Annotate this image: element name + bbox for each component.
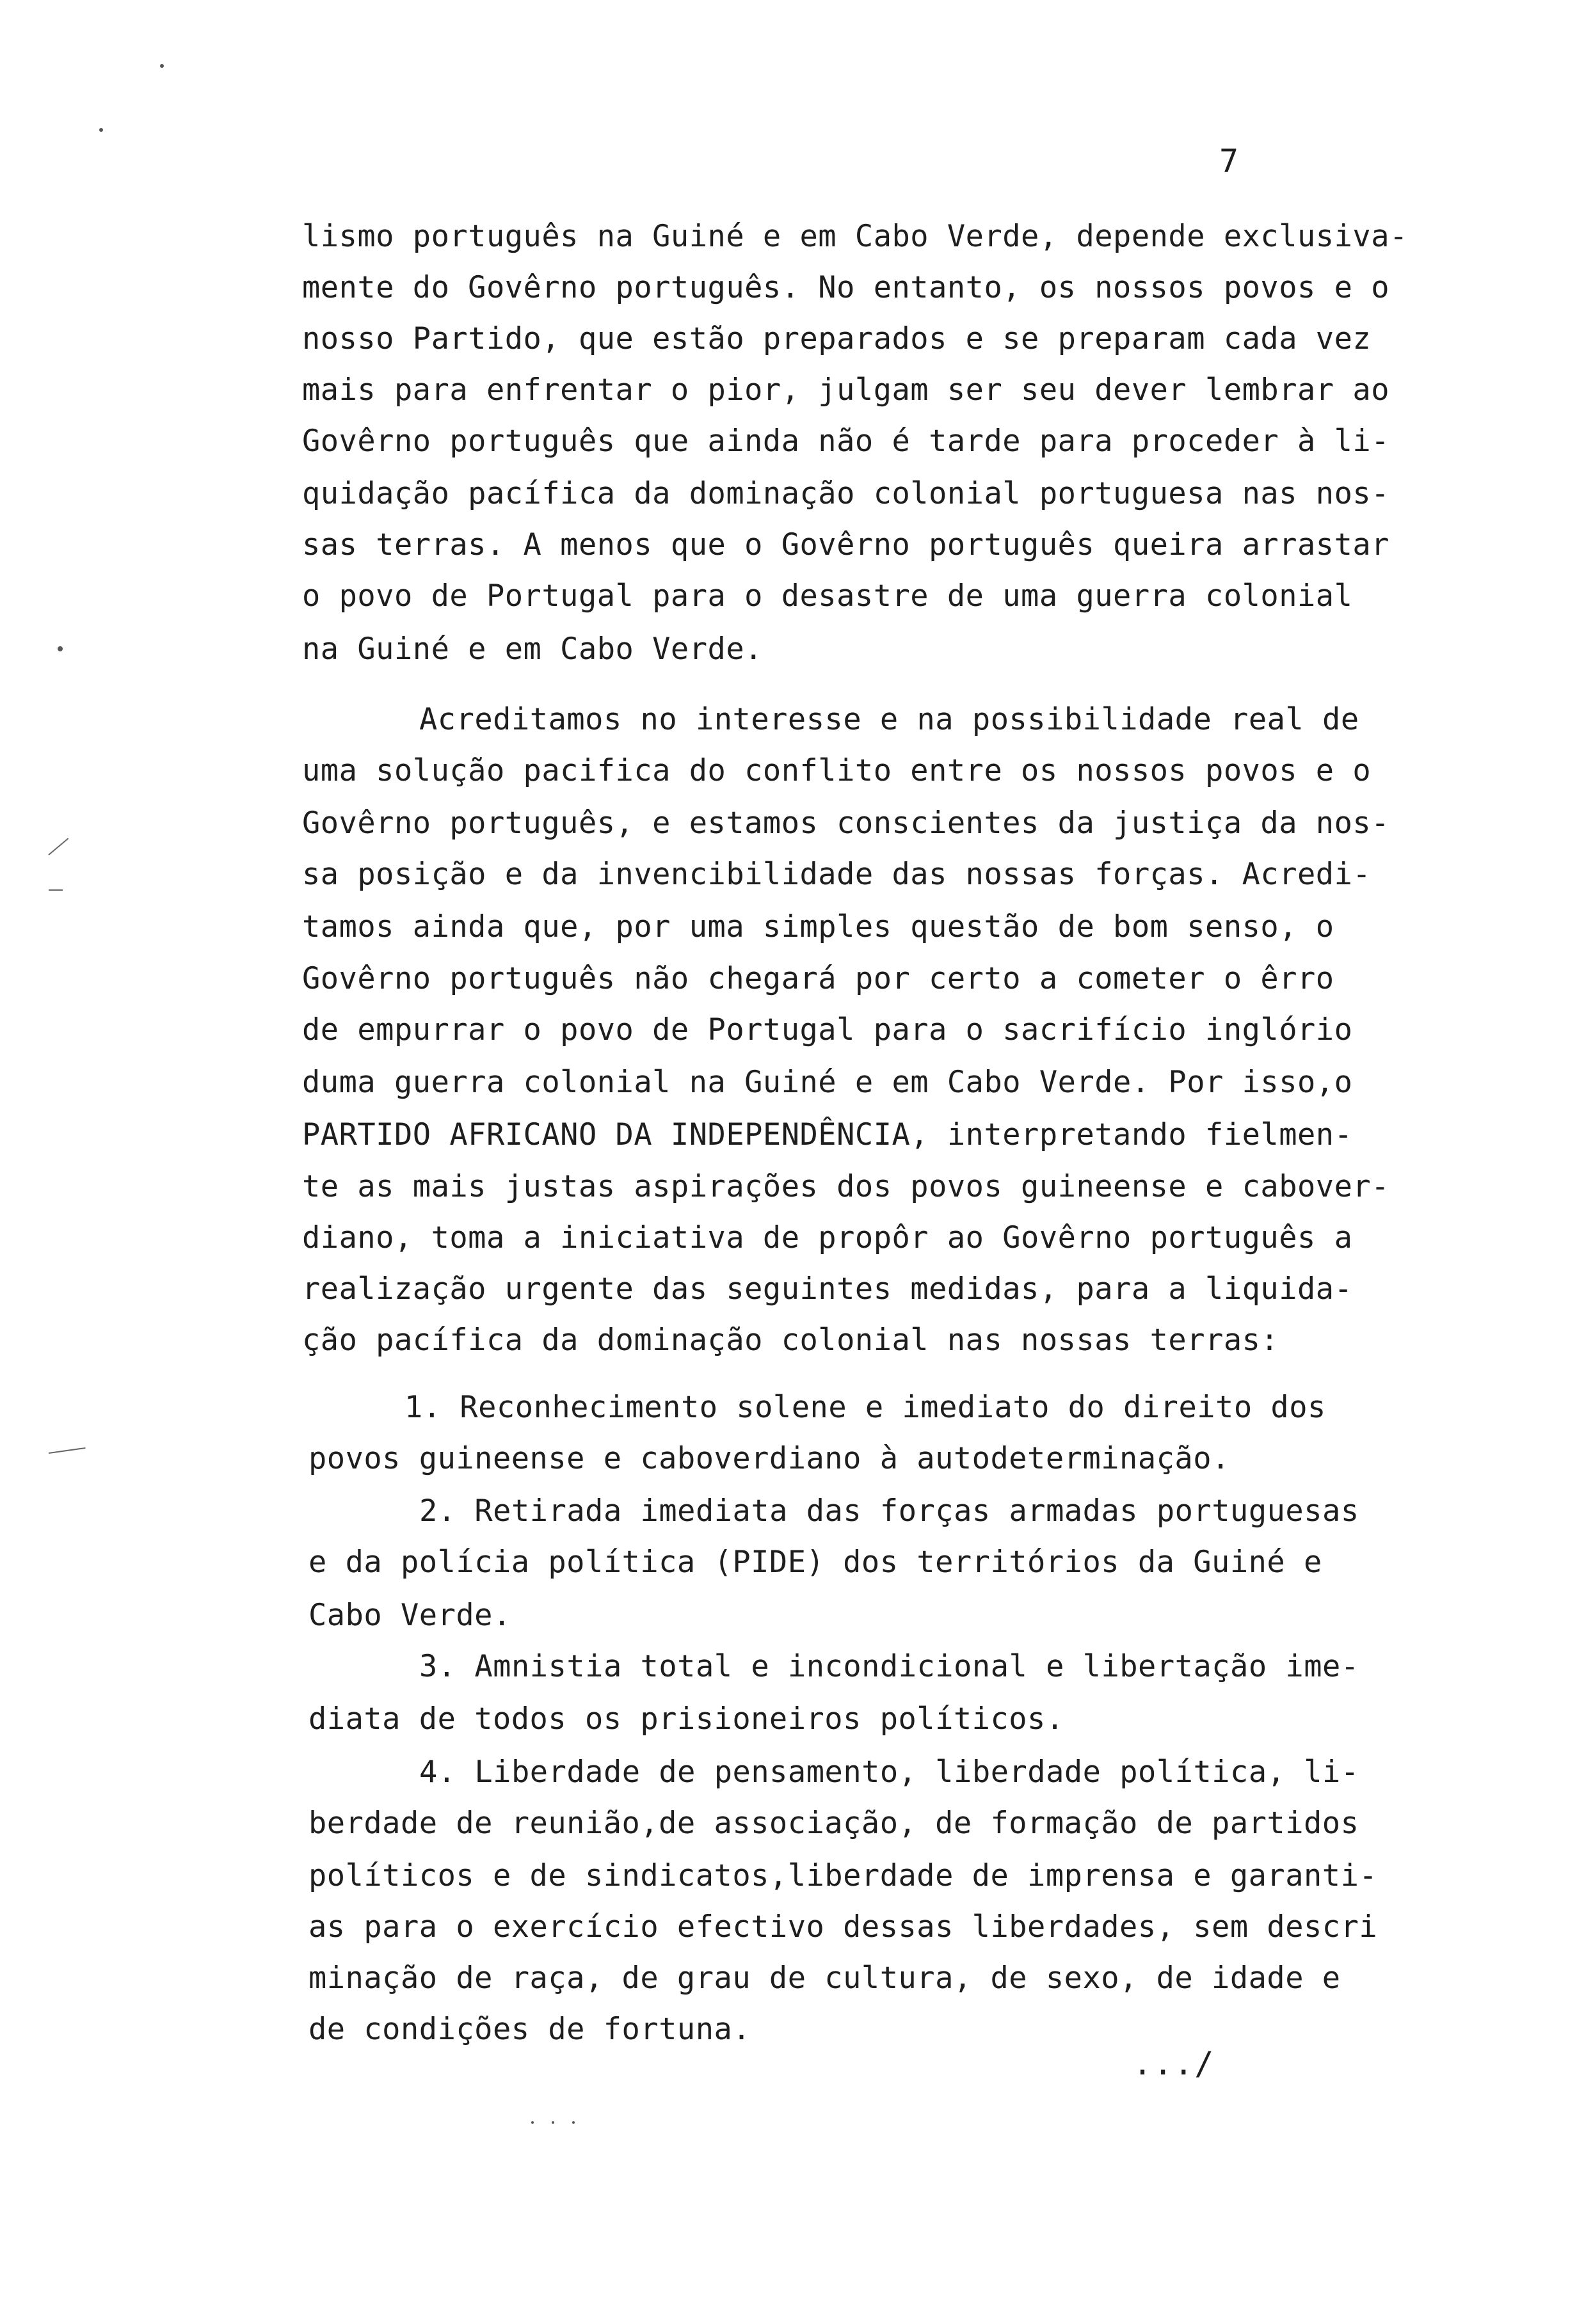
text-line: mente do Govêrno português. No entanto, os nossos povos e o [302, 270, 1389, 305]
text-line: Govêrno português não chegará por certo a cometer o êrro [302, 961, 1334, 996]
scan-mark [49, 889, 63, 891]
text-line: o povo de Portugal para o desastre de uma guerra colonial [302, 578, 1353, 614]
text-line: lismo português na Guiné e em Cabo Verde, depende exclusiva- [302, 219, 1408, 254]
scan-speck [531, 2121, 534, 2124]
text-line: mais para enfrentar o pior, julgam ser seu dever lembrar ao [302, 372, 1389, 408]
text-line: berdade de reunião,de associação, de formação de partidos [308, 1806, 1359, 1841]
text-line: PARTIDO AFRICANO DA INDEPENDÊNCIA, interpretando fielmen- [302, 1117, 1353, 1152]
text-line: ção pacífica da dominação colonial nas nossas terras: [302, 1323, 1279, 1358]
text-line: minação de raça, de grau de cultura, de sexo, de idade e [308, 1961, 1341, 1996]
text-line: 1. Reconhecimento solene e imediato do direito dos [404, 1390, 1326, 1425]
text-line: Cabo Verde. [308, 1598, 511, 1633]
scan-speck [58, 646, 63, 651]
text-line: quidação pacífica da dominação colonial portuguesa nas nos- [302, 476, 1389, 511]
text-line: Acreditamos no interesse e na possibilidade real de [419, 702, 1359, 737]
text-line: nosso Partido, que estão preparados e se preparam cada vez [302, 321, 1372, 356]
text-line: e da polícia política (PIDE) dos territórios da Guiné e [308, 1545, 1322, 1580]
text-line: tamos ainda que, por uma simples questão de bom senso, o [302, 909, 1334, 944]
continuation-mark: .../ [1133, 2045, 1215, 2082]
text-line: de condições de fortuna. [308, 2012, 751, 2047]
text-line: Govêrno português, e estamos conscientes da justiça da nos- [302, 806, 1389, 841]
text-line: uma solução pacifica do conflito entre os nossos povos e o [302, 753, 1372, 788]
scan-mark [49, 1447, 86, 1454]
text-line: te as mais justas aspirações dos povos guineense e cabover- [302, 1169, 1389, 1204]
text-line: povos guineense e caboverdiano à autodeterminação. [308, 1441, 1230, 1476]
text-line: 2. Retirada imediata das forças armadas portuguesas [419, 1493, 1359, 1529]
text-line: diata de todos os prisioneiros políticos. [308, 1701, 1064, 1737]
scan-speck [160, 64, 164, 68]
text-line: as para o exercício efectivo dessas liberdades, sem descri [308, 1909, 1378, 1945]
scan-speck [552, 2121, 554, 2124]
text-line: sa posição e da invencibilidade das nossas forças. Acredi- [302, 857, 1372, 892]
text-line: 3. Amnistia total e incondicional e libertação ime- [419, 1649, 1359, 1684]
text-line: 4. Liberdade de pensamento, liberdade política, li- [419, 1755, 1359, 1790]
scan-speck [99, 128, 103, 132]
text-line: na Guiné e em Cabo Verde. [302, 632, 763, 667]
page-number: 7 [1219, 143, 1239, 180]
text-line: políticos e de sindicatos,liberdade de imprensa e garanti- [308, 1858, 1378, 1893]
text-line: sas terras. A menos que o Govêrno português queira arrastar [302, 527, 1389, 562]
scan-mark [48, 838, 68, 856]
text-line: Govêrno português que ainda não é tarde para proceder à li- [302, 424, 1389, 459]
text-line: duma guerra colonial na Guiné e em Cabo Verde. Por isso,o [302, 1065, 1353, 1100]
scan-speck [572, 2121, 575, 2124]
text-line: de empurrar o povo de Portugal para o sacrifício inglório [302, 1012, 1353, 1047]
text-line: realização urgente das seguintes medidas, para a liquida- [302, 1271, 1353, 1307]
text-line: diano, toma a iniciativa de propôr ao Govêrno português a [302, 1220, 1353, 1255]
